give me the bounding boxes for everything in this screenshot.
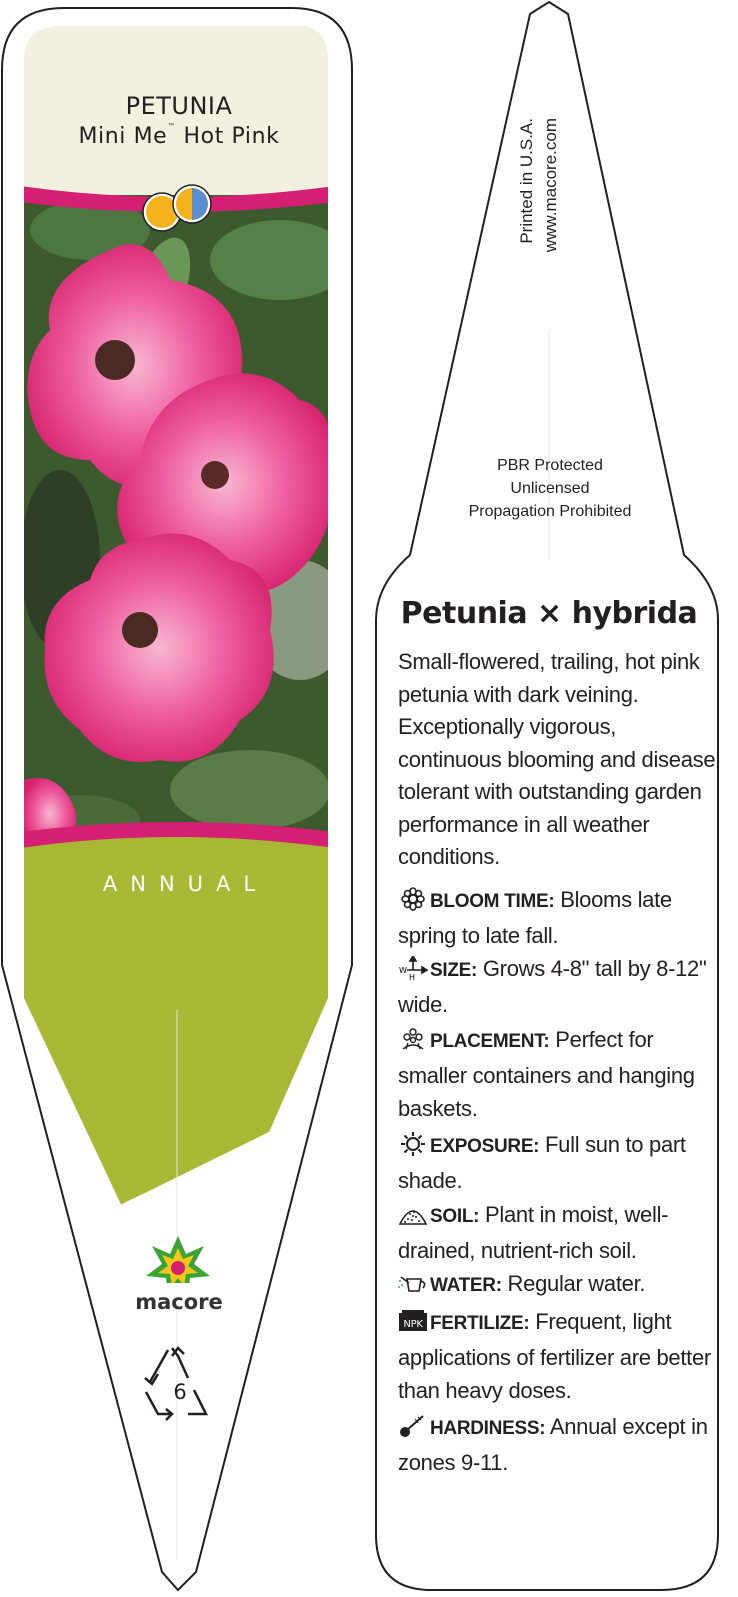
soil-label: SOIL: (430, 1206, 480, 1227)
plant-description: Small-flowered, trailing, hot pink petunia with dark veining. Exceptionally vigorous, continuous blooming and disease tolerant with outstanding garden performance in all weather conditions. (398, 649, 716, 869)
watering-can-icon (398, 1271, 428, 1295)
website: www.macore.com (541, 118, 560, 253)
recycle-code: 6 (173, 1380, 187, 1404)
pbr-line-1: PBR Protected (497, 457, 603, 474)
hardiness-label: HARDINESS: (430, 1418, 546, 1439)
bloom-time-text: Blooms late spring to late fall. (398, 887, 672, 948)
size-text: Grows 4-8" tall by 8-12" wide. (398, 956, 707, 1017)
category-label: ANNUAL (102, 872, 269, 896)
hardiness-text: Annual except in zones 9-11. (398, 1414, 708, 1475)
common-name: PETUNIA (125, 92, 233, 120)
pbr-line-2: Unlicensed (510, 480, 590, 497)
part-shade-icon (173, 185, 211, 223)
variety-suffix: Hot Pink (183, 124, 280, 149)
brand-name: macore (135, 1290, 223, 1314)
bloom-time-label: BLOOM TIME: (430, 891, 555, 912)
trademark-symbol: ™ (167, 122, 176, 131)
pbr-line-3: Propagation Prohibited (468, 503, 632, 520)
fertilize-label: FERTILIZE: (430, 1313, 530, 1334)
care-item-soil (398, 1198, 718, 1267)
printed-in: Printed in U.S.A. (517, 118, 536, 244)
fertilize-text: Frequent, light applications of fertilizer are better than heavy doses. (398, 1309, 711, 1403)
sun-icon (398, 1132, 428, 1156)
size-arrows-icon (398, 956, 428, 980)
variety-name-text: Mini Me (78, 124, 168, 149)
npk-bag-icon (398, 1309, 428, 1333)
print-info (517, 118, 577, 318)
care-item-exposure (398, 1128, 718, 1197)
placement-flowers-icon (398, 1027, 428, 1051)
water-label: WATER: (430, 1275, 502, 1296)
care-item-size (398, 952, 718, 1021)
flower-icon (398, 887, 428, 911)
npk-icon-text: NPK (403, 1319, 423, 1330)
care-item-placement (398, 1023, 718, 1126)
care-item-hardiness (398, 1410, 718, 1479)
size-label: SIZE: (430, 960, 478, 981)
water-text: Regular water. (501, 1271, 646, 1296)
care-item-bloom-time (398, 883, 718, 952)
exposure-label: EXPOSURE: (430, 1136, 540, 1157)
soil-text: Plant in moist, well-drained, nutrient-rich soil. (398, 1202, 669, 1263)
thermometer-icon (398, 1414, 428, 1438)
size-icon-w: W (399, 966, 407, 975)
placement-label: PLACEMENT: (430, 1031, 550, 1052)
pbr-notice (440, 454, 660, 523)
variety-name (24, 124, 334, 149)
soil-pile-icon (398, 1202, 428, 1226)
care-item-fertilize (398, 1305, 718, 1408)
placement-text: Perfect for smaller containers and hanging baskets. (398, 1027, 695, 1121)
care-item-water (398, 1267, 718, 1303)
exposure-text: Full sun to part shade. (398, 1132, 686, 1193)
size-icon-h: H (409, 973, 415, 980)
scientific-name: Petunia × hybrida (400, 596, 698, 631)
